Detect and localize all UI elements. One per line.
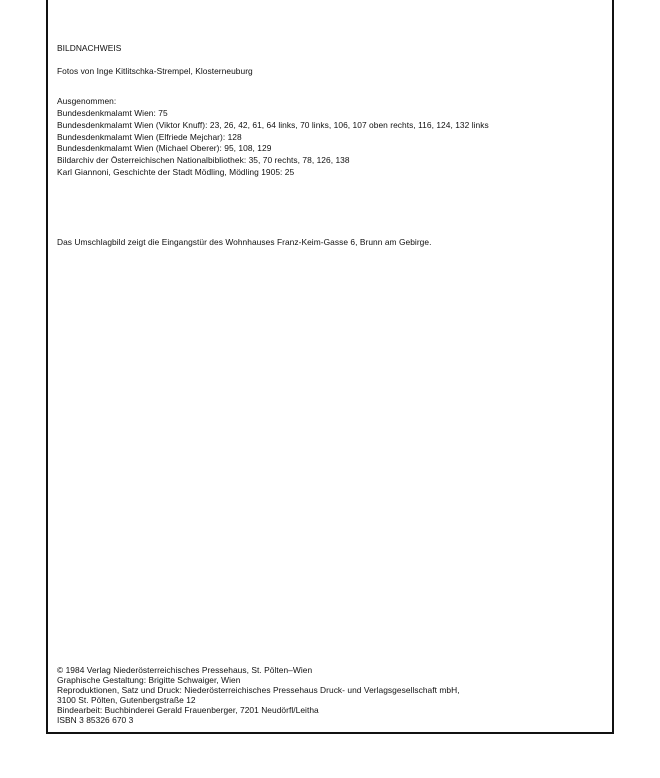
imprint-line: © 1984 Verlag Niederösterreichisches Pressehaus, St. Pölten–Wien <box>57 665 313 675</box>
imprint-line: Reproduktionen, Satz und Druck: Niederösterreichisches Pressehaus Druck- und Verlagsgesellschaft mbH, <box>57 685 460 696</box>
exceptions-label: Ausgenommen: <box>57 96 117 106</box>
imprint-block <box>57 665 460 726</box>
credit-line: Bundesdenkmalamt Wien: 75 <box>57 108 168 118</box>
page-heading: BILDNACHWEIS <box>57 43 122 53</box>
imprint-line: Bindearbeit: Buchbinderei Gerald Frauenberger, 7201 Neudörfl/Leitha <box>57 705 319 716</box>
photographer-credit: Fotos von Inge Kitlitschka-Strempel, Klosterneuburg <box>57 66 253 76</box>
credits-list <box>57 108 489 179</box>
imprint-line: ISBN 3 85326 670 3 <box>57 715 134 726</box>
credit-line: Bildarchiv der Österreichischen Nationalbibliothek: 35, 70 rechts, 78, 126, 138 <box>57 155 350 166</box>
cover-note: Das Umschlagbild zeigt die Eingangstür des Wohnhauses Franz-Keim-Gasse 6, Brunn am Gebirge. <box>57 237 432 247</box>
credit-line: Bundesdenkmalamt Wien (Elfriede Mejchar): 128 <box>57 131 242 142</box>
credit-line: Bundesdenkmalamt Wien (Viktor Knuff): 23, 26, 42, 61, 64 links, 70 links, 106, 107 oben rechts, 116, 124, 132 links <box>57 119 489 130</box>
imprint-line: Graphische Gestaltung: Brigitte Schwaiger, Wien <box>57 675 241 686</box>
credit-line: Bundesdenkmalamt Wien (Michael Oberer): 95, 108, 129 <box>57 143 272 154</box>
imprint-line: 3100 St. Pölten, Gutenbergstraße 12 <box>57 695 196 706</box>
credit-line: Karl Giannoni, Geschichte der Stadt Mödling, Mödling 1905: 25 <box>57 166 295 177</box>
